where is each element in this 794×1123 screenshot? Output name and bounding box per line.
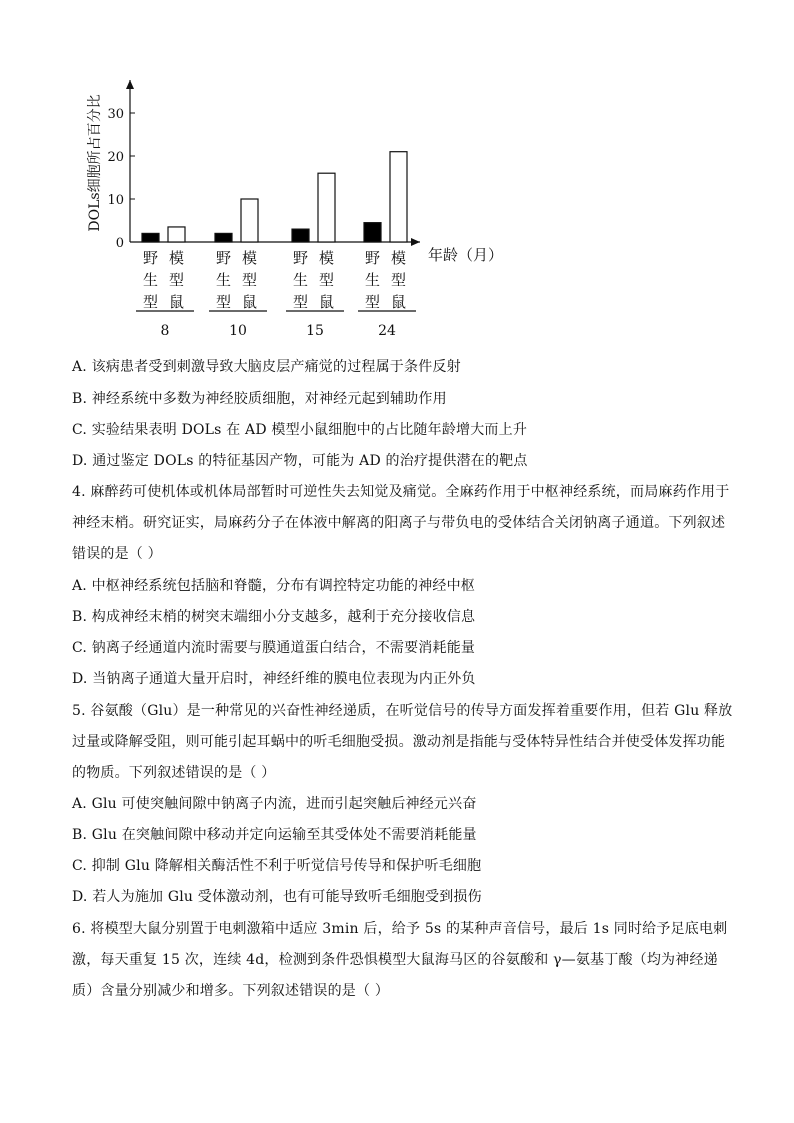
bar: [168, 227, 185, 242]
y-tick-label: 0: [115, 236, 124, 251]
series-label-char: 野: [292, 249, 309, 267]
text-line: 的物质。下列叙述错误的是（ ）: [72, 765, 276, 781]
text-line: A. 该病患者受到刺激导致大脑皮层产痛觉的过程属于条件反射: [72, 359, 461, 375]
series-label-char: 生: [364, 271, 381, 289]
y-tick-label: 20: [107, 150, 124, 165]
text-line: 6. 将模型大鼠分别置于电刺激箱中适应 3min 后，给予 5s 的某种声音信号，最后 1s 同时给予足底电刺: [72, 921, 728, 937]
series-label-char: 生: [142, 271, 159, 289]
bar: [241, 199, 258, 242]
text-line: 神经末梢。研究证实，局麻药分子在体液中解离的阳离子与带负电的受体结合关闭钠离子通道。下列叙述: [72, 515, 726, 531]
series-label-char: 型: [215, 293, 232, 311]
series-label-char: 型: [142, 293, 159, 311]
series-label-char: 鼠: [390, 293, 407, 311]
y-axis-arrow: [126, 80, 134, 89]
text-line: C. 抑制 Glu 降解相关酶活性不利于听觉信号传导和保护听毛细胞: [72, 858, 482, 874]
series-label-char: 鼠: [241, 293, 258, 311]
series-label-char: 模: [241, 249, 258, 267]
series-label-char: 生: [292, 271, 309, 289]
y-tick-label: 10: [107, 193, 124, 208]
y-tick-label: 30: [107, 107, 124, 122]
text-line: 过量或降解受阻，则可能引起耳蜗中的听毛细胞受损。激动剂是指能与受体特异性结合并使受体发挥功能: [72, 734, 726, 750]
bar: [390, 152, 407, 242]
series-label-char: 野: [215, 249, 232, 267]
text-line: 激，每天重复 15 次，连续 4d，检测到条件恐惧模型大鼠海马区的谷氨酸和 γ—氨基丁酸（均为神经递: [72, 952, 718, 968]
series-label-char: 型: [168, 271, 185, 289]
y-axis-label: DOLs细胞所占百分比: [87, 94, 103, 232]
series-label-char: 野: [142, 249, 159, 267]
group-label: 15: [306, 323, 324, 339]
text-line: 5. 谷氨酸（Glu）是一种常见的兴奋性神经递质，在听觉信号的传导方面发挥着重要作用，但若 Glu 释放: [72, 703, 733, 719]
series-label-char: 型: [241, 271, 258, 289]
bar: [215, 233, 232, 242]
series-label-char: 模: [168, 249, 185, 267]
series-label-char: 型: [292, 293, 309, 311]
bar: [364, 223, 381, 242]
series-label-char: 野: [364, 249, 381, 267]
text-line: D. 若人为施加 Glu 受体激动剂，也有可能导致听毛细胞受到损伤: [72, 889, 482, 905]
text-line: B. 神经系统中多数为神经胶质细胞，对神经元起到辅助作用: [72, 391, 447, 407]
series-label-char: 型: [318, 271, 335, 289]
series-label-char: 模: [318, 249, 335, 267]
text-line: D. 当钠离子通道大量开启时，神经纤维的膜电位表现为内正外负: [72, 671, 476, 687]
text-line: 4. 麻醉药可使机体或机体局部暂时可逆性失去知觉及痛觉。全麻药作用于中枢神经系统，而局麻药作用于: [72, 484, 730, 500]
series-label-char: 生: [215, 271, 232, 289]
text-line: 质）含量分别减少和增多。下列叙述错误的是（ ）: [72, 983, 390, 999]
bar: [142, 233, 159, 242]
bar-chart: [0, 0, 794, 345]
series-label-char: 型: [390, 271, 407, 289]
group-label: 8: [160, 323, 170, 339]
text-line: B. 构成神经末梢的树突末端细小分支越多，越利于充分接收信息: [72, 609, 476, 625]
text-line: B. Glu 在突触间隙中移动并定向运输至其受体处不需要消耗能量: [72, 827, 477, 843]
series-label-char: 型: [364, 293, 381, 311]
text-line: D. 通过鉴定 DOLs 的特征基因产物，可能为 AD 的治疗提供潜在的靶点: [72, 453, 528, 469]
series-label-char: 鼠: [168, 293, 185, 311]
bar: [318, 173, 335, 242]
series-label-char: 鼠: [318, 293, 335, 311]
text-line: A. Glu 可使突触间隙中钠离子内流，进而引起突触后神经元兴奋: [72, 796, 477, 812]
text-line: A. 中枢神经系统包括脑和脊髓，分布有调控特定功能的神经中枢: [72, 578, 476, 594]
group-label: 24: [378, 323, 396, 339]
text-line: C. 实验结果表明 DOLs 在 AD 模型小鼠细胞中的占比随年龄增大而上升: [72, 422, 528, 438]
text-line: 错误的是（ ）: [72, 546, 162, 562]
x-axis-label: 年龄（月）: [428, 246, 504, 264]
text-line: C. 钠离子经通道内流时需要与膜通道蛋白结合，不需要消耗能量: [72, 640, 476, 656]
group-label: 10: [229, 323, 247, 339]
bar: [292, 229, 309, 242]
x-axis-arrow: [411, 238, 420, 246]
series-label-char: 模: [390, 249, 407, 267]
